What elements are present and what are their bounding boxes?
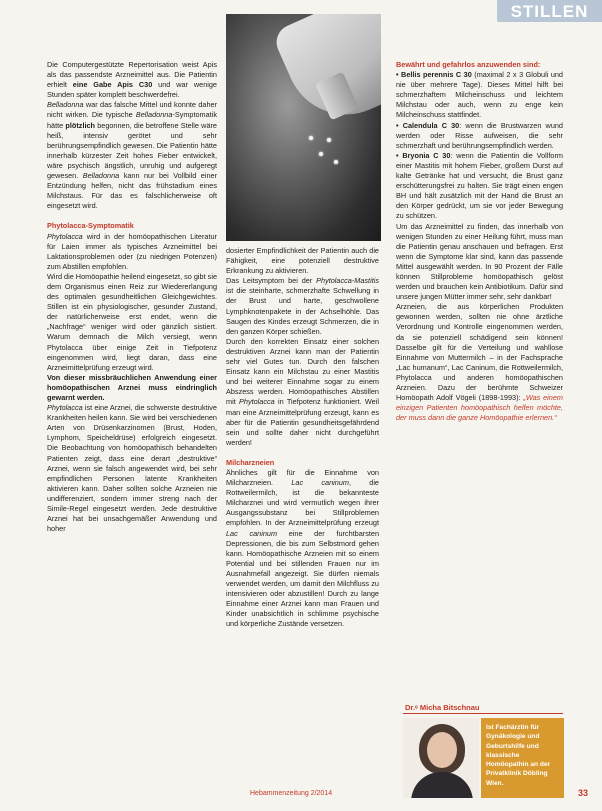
paragraph: dosierter Empfindlichkeit der Patientin auch die Fähigkeit, eine potenziell destruktive Erkrankung zu aktivieren. <box>226 246 379 276</box>
bottle-shape <box>271 14 381 134</box>
paragraph: Die Computergestützte Repertorisation weist Apis als das passendste Arzneimittel aus. Die Patientin erhielt eine Gabe Apis C30 und war wenige Stunden später komplett beschwerdefrei. <box>47 60 217 100</box>
paragraph: Durch den korrekten Einsatz einer solchen destruktiven Arznei kann man der Patientin sehr viel Gutes tun. Durch den falschen Einsatz kann ein Milchstau zu einer Mastitis und bei weiterer Einnahme sogar zu einem Abszess werden. Homöopathisches Abstillen mit Phytolacca in Tiefpotenz funktioniert. Weil man eine Arzneimittelprüfung erzeugt, kann es aber für die Patientin gesundheitsgefährdend sein und sollte daher nicht durchgeführt werden! <box>226 336 379 447</box>
subheading-phytolacca: Phytolacca-Symptomatik <box>47 221 134 231</box>
column-2 <box>226 246 379 629</box>
subheading-milcharzneien: Milcharzneien <box>226 457 275 467</box>
paragraph: Belladonna war das falsche Mittel und konnte daher nicht wirken. Die typische Belladonna-Symptomatik hätte plötzlich begonnen, die betroffene Stelle wäre heiß, intensiv gerötet und sehr berührungsempfindlich gewesen. Die Patientin hätte innerhalb kürzester Zeit hohes Fieber entwickelt, wäre psychisch ängstlich, unruhig und aufgeregt gewesen. Belladonna kann nur bei Vollbild einer Entzündung helfen, nicht das frühstadium eines Milchstaus. Für das es falschlicherweise oft eingesetzt wird. <box>47 100 218 211</box>
globule <box>334 160 338 164</box>
author-bio-box: Ist Fachärztin für Gynäkologie und Geburtshilfe und klassische Homöopathin an der Privatklinik Döbling Wien. <box>481 718 564 798</box>
author-portrait <box>403 718 479 798</box>
globules-bottle-photo <box>226 14 381 241</box>
column-1 <box>47 60 217 534</box>
quote: „Was einem einzigen Patienten homöopathisch helfen möchte, der muss dann die ganze Homöopathie erlernen.“ <box>396 393 563 423</box>
globule <box>327 138 331 142</box>
paragraph: Um das Arzneimittel zu finden, das innerhalb von wenigen Stunden zu einer Heilung führt, muss man die Patientin genau anschauen und befragen. Erst wenn die Symptome klar sind, kann das passende Mittel ausgewählt werden. In 90 Prozent der Fälle können Stillprobleme homöopathisch gelöst werden und brauchen kein Antibiotikum. Dafür sind unsere jungen Mütter immer sehr, sehr dankbar! <box>396 221 563 302</box>
paragraph: Das Leitsymptom bei der Phytolacca-Mastitis ist die steinharte, schmerzhafte Schwellung in der Brust und harte, geschwollene Lymphknotenpakete in der Achselhöhle. Das Saugen des Kindes erzeugt Schmerzen, die in den ganzen Körper schießen. <box>226 276 379 336</box>
page-number: 33 <box>577 788 588 798</box>
footer-magazine: Hebammenzeitung 2/2014 <box>250 790 333 797</box>
portrait-body <box>411 772 473 798</box>
section-tab: STILLEN <box>497 0 602 22</box>
warning-paragraph: Von dieser missbräuchlichen Anwendung einer homöopathischen Arznei muss eindringlich gewarnt werden. <box>47 372 217 402</box>
paragraph: Phytolacca ist eine Arznei, die schwerste destruktive Krankheiten heilen kann. Sie wird bei verschiedenen Arten von Drüsenkarzinomen (Brust, Hoden, Lymphom, Speicheldrüse) erfolgreich eingesetzt. Die Beobachtung von homöopathisch behandelten Patienten zeigt, dass eine derart „destruktive“ Arznei, wenn sie falsch angewendet wird, bei sehr empfindlichen Personen latente Krankheiten aktivieren kann. Daher sollten solche Arzneien nie undifferenziert, sondern immer streng nach der Simile-Regel eingesetzt werden. Jede destruktive Arznei hat bei unsachgemäßer Anwendung und hoher <box>47 403 217 534</box>
bullet-bryonia: • Bryonia C 30: wenn die Patientin die Vollform einer Mastitis mit hohem Fieber, großem Durst auf kalte Getränke hat und versucht, die Brust ganz erschütterungsfrei zu halten. Sie trägt einen engen BH und hält zusätzlich mit der Hand die Brust an den Körper gedrückt, um sie vor jeder Bewegung zu schützen. <box>396 150 563 221</box>
globule <box>309 136 313 140</box>
bullet-calendula: • Calendula C 30: wenn die Brustwarzen wund werden oder Risse aufweisen, die sehr schmerzhaft und berührungsempfindlich werden. <box>396 120 563 150</box>
paragraph: Ähnliches gilt für die Einnahme von Milcharzneien. Lac caninum, die Rottweilermilch, ist die bekannteste Milcharznei und wird vermutlich wegen ihrer Ausgangssubstanz bei Stillproblemen empfohlen. In der Arzneimittelprüfung erzeugt Lac caninum eine der furchtbarsten Depressionen, die bis zum Selbstmord gehen kann. Homöopathische Arzneien mit so einem Potential und bei stillenden Frauen nur im Ausnahmefall angezeigt. Sie dürfen niemals verwendet werden, um damit den Milchfluss zu intensivieren oder abzustillen! Durch zu lange Einnahme einer Arznei kann man Frauen und Kinder unabsichtlich in schlimme psychische und körperliche Zustände versetzen. <box>226 467 379 629</box>
author-name: Dr.ᵉ Micha Bitschnau <box>405 703 480 712</box>
bullet-bellis: • Bellis perennis C 30 (maximal 2 x 3 Globuli und nie über mehrere Tage). Dieses Mittel hilft bei schmerzhaftem Milcheinschuss und leichtem Milchstau oder auch, wenn zu enge kein Milcheinschuss stattfindet. <box>396 70 563 120</box>
globule <box>319 152 323 156</box>
column-3 <box>396 60 563 423</box>
subheading-bewaehrt: Bewährt und gefahrlos anzuwenden sind: <box>396 60 541 69</box>
portrait-face <box>427 732 457 768</box>
paragraph: Phytolacca wird in der homöopathischen Literatur für Laien immer als typisches Arzneimittel bei Laktationsproblemen oder (zu niedrigen Potenzen) zum Abstillen empfohlen. <box>47 231 217 271</box>
author-divider <box>403 713 563 714</box>
paragraph: Arzneien, die aus körperlichen Produkten gewonnen werden, sollten nie ohne ärztliche Verordnung und Kontrolle eingenommen werden, da sie potenziell schädigend sein können! Dasselbe gilt für die Verteilung und wahllose Einnahme von Muttermilch – in der Fachsprache „Lac humanum“, Lac Caninum, die Rottweilermilch, Phytolacca und anderen homöopathischen Arzneien. Dazu der berühmte Schweizer Homöopath Adolf Vögeli (1898-1993): „Was einem einzigen Patienten homöopathisch helfen möchte, der muss dann die ganze Homöopathie erlernen.“ <box>396 302 563 423</box>
paragraph: Wird die Homöopathie heilend eingesetzt, so gibt sie dem Organismus einen Reiz zur Wiedererlangung des optimalen gesundheitlichen Gleichgewichtes. Stillen ist ein physiologischer, gesunder Zustand, der natürlicherweise erst endet, wenn die „Nachfrage“ weniger wird oder gänzlich sistiert. Warum demnach die Milch versiegt, wenn Phytolacca über einige Zeit in Tiefpotenz eingenommen wird, liegt daran, dass eine Arzneimittelprüfung erzeugt wird. <box>47 271 217 372</box>
